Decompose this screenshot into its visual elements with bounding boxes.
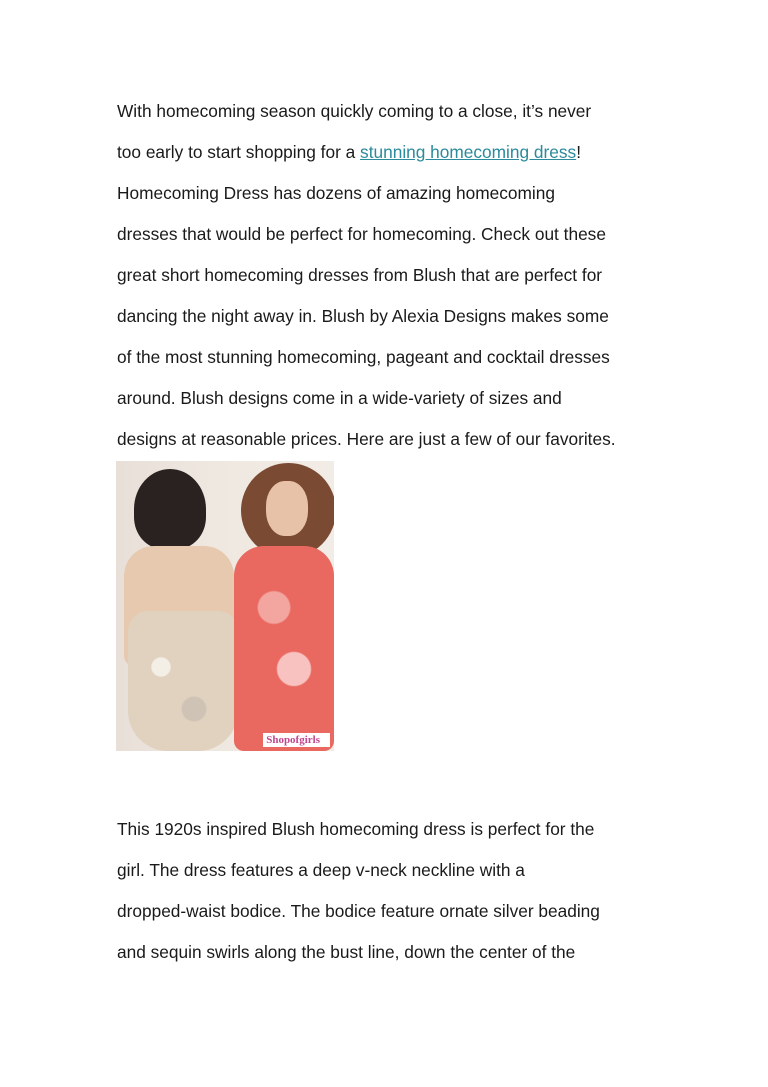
photo-detail [128, 611, 238, 751]
photo-detail [234, 546, 334, 751]
text-line: dancing the night away in. Blush by Alexia Designs makes some [117, 306, 609, 326]
photo-detail [134, 469, 206, 549]
text-line: girl. The dress features a deep v-neck neckline with a [117, 860, 525, 880]
text-line: and sequin swirls along the bust line, down the center of the [117, 942, 576, 962]
text-line: great short homecoming dresses from Blush that are perfect for [117, 265, 603, 285]
text-line: With homecoming season quickly coming to a close, it’s never [117, 101, 592, 121]
text-line: Homecoming Dress has dozens of amazing homecoming [117, 183, 555, 203]
text-line: dresses that would be perfect for homecoming. Check out these [117, 224, 606, 244]
stunning-homecoming-dress-link[interactable]: stunning homecoming dress [360, 142, 577, 162]
text-segment: too early to start shopping for a [117, 142, 361, 162]
dress-photo [116, 461, 334, 751]
photo-detail [266, 481, 308, 536]
text-line: dropped-waist bodice. The bodice feature ornate silver beading [117, 901, 600, 921]
text-segment: ! [576, 142, 581, 162]
text-line: This 1920s inspired Blush homecoming dress is perfect for the [117, 819, 595, 839]
text-line: of the most stunning homecoming, pageant and cocktail dresses [117, 347, 610, 367]
photo-watermark: Shopofgirls [263, 733, 330, 747]
text-line: designs at reasonable prices. Here are just a few of our favorites. [117, 429, 616, 449]
text-line [117, 142, 581, 162]
text-line: around. Blush designs come in a wide-variety of sizes and [117, 388, 562, 408]
